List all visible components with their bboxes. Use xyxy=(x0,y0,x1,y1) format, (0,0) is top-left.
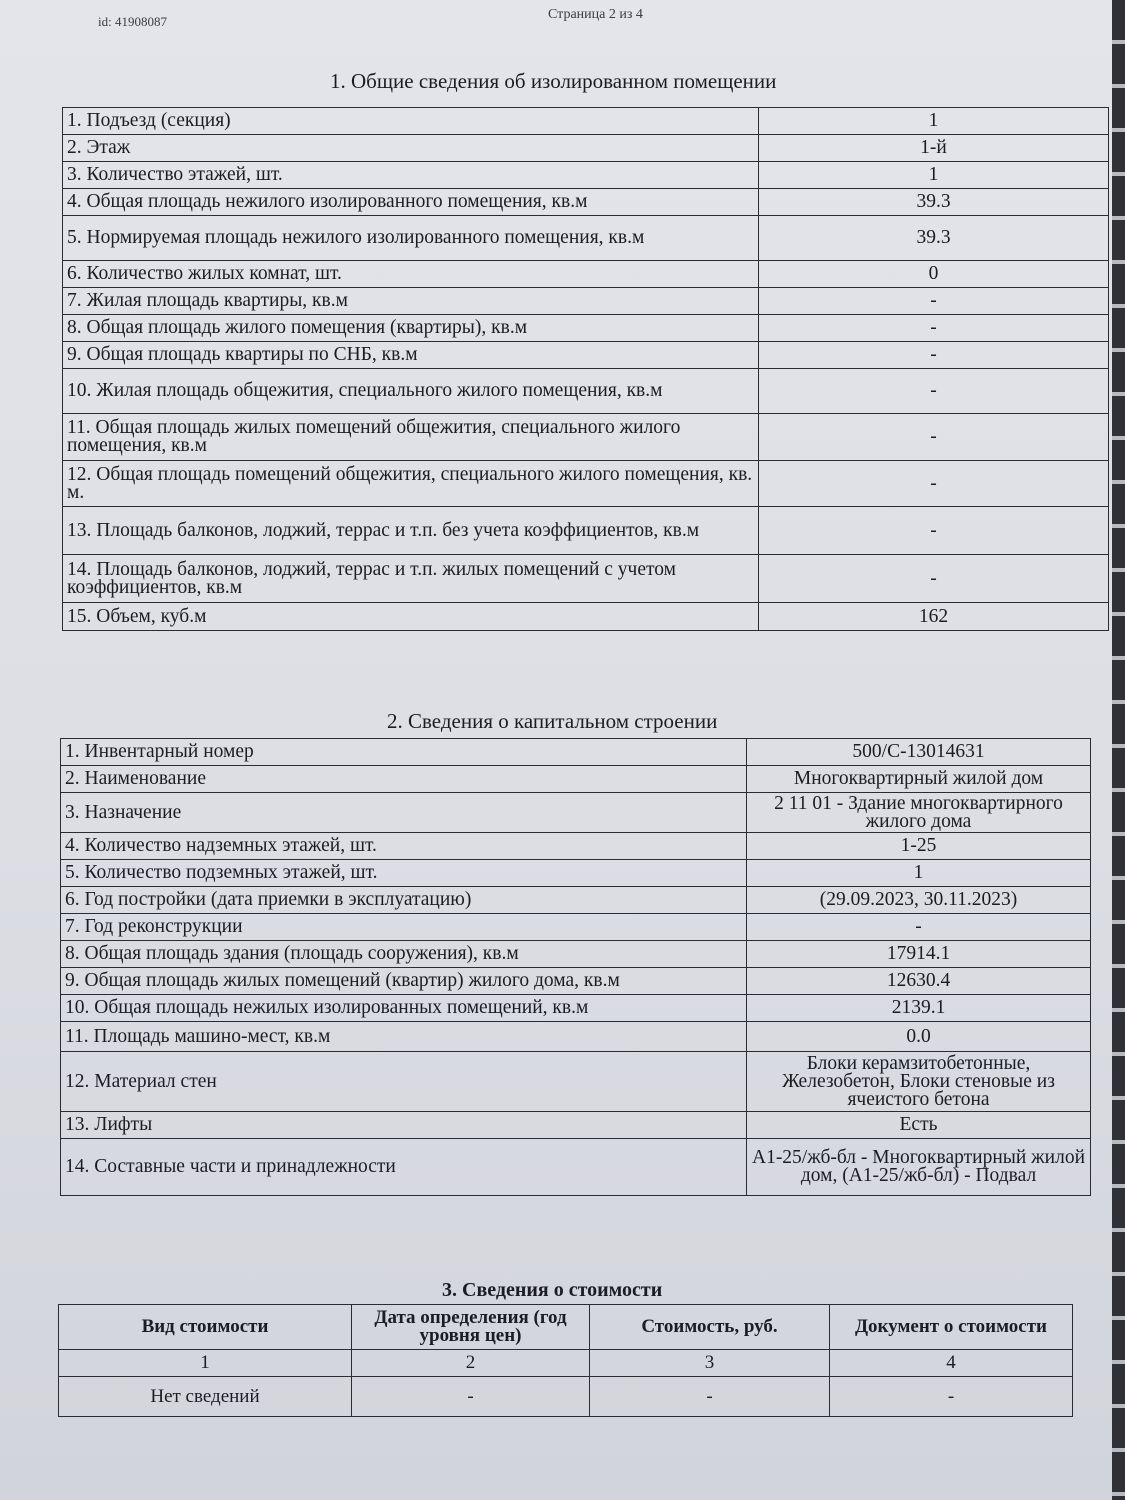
table-row xyxy=(63,108,1109,135)
table-row xyxy=(61,739,1091,766)
table-row xyxy=(63,342,1109,369)
header-cost-rub: Стоимость, руб. xyxy=(590,1305,830,1350)
row-label: 2. Этаж xyxy=(63,135,759,162)
row-label: 4. Общая площадь нежилого изолированного помещения, кв.м xyxy=(63,189,759,216)
table-row xyxy=(61,914,1091,941)
row-value: 500/С-13014631 xyxy=(747,739,1091,766)
table-row xyxy=(61,995,1091,1022)
row-value: - xyxy=(759,288,1109,315)
row-value: 162 xyxy=(759,603,1109,631)
header-determination-date: Дата определения (год уровня цен) xyxy=(352,1305,590,1350)
row-label: 11. Площадь машино-мест, кв.м xyxy=(61,1022,747,1052)
row-value: 2 11 01 - Здание многоквартирного жилого дома xyxy=(747,793,1091,833)
cost-document-value: - xyxy=(830,1377,1073,1417)
row-value: 2139.1 xyxy=(747,995,1091,1022)
column-number: 4 xyxy=(830,1350,1073,1377)
determination-date-value: - xyxy=(352,1377,590,1417)
row-label: 9. Общая площадь квартиры по СНБ, кв.м xyxy=(63,342,759,369)
row-label: 5. Нормируемая площадь нежилого изолированного помещения, кв.м xyxy=(63,216,759,261)
cost-column-numbers-row xyxy=(59,1350,1073,1377)
row-label: 6. Количество жилых комнат, шт. xyxy=(63,261,759,288)
row-label: 3. Назначение xyxy=(61,793,747,833)
document-id: id: 41908087 xyxy=(98,14,167,29)
cost-type-value: Нет сведений xyxy=(59,1377,352,1417)
row-label: 12. Общая площадь помещений общежития, специального жилого помещения, кв. м. xyxy=(63,461,759,507)
table-row xyxy=(61,887,1091,914)
row-label: 10. Общая площадь нежилых изолированных помещений, кв.м xyxy=(61,995,747,1022)
row-value: - xyxy=(759,342,1109,369)
row-value: 1 xyxy=(759,108,1109,135)
table-row xyxy=(63,461,1109,507)
section2-title: 2. Сведения о капитальном строении xyxy=(387,709,718,733)
row-value: 1 xyxy=(759,162,1109,189)
binder-edge xyxy=(1112,0,1125,1500)
table-row xyxy=(61,766,1091,793)
row-label: 13. Площадь балконов, лоджий, террас и т.п. без учета коэффициентов, кв.м xyxy=(63,507,759,555)
row-label: 14. Площадь балконов, лоджий, террас и т.п. жилых помещений с учетом коэффициентов, кв.м xyxy=(63,555,759,603)
row-value: 0.0 xyxy=(747,1022,1091,1052)
table-row xyxy=(63,369,1109,414)
row-value: - xyxy=(759,414,1109,461)
table-row xyxy=(61,1022,1091,1052)
row-value: 1 xyxy=(747,860,1091,887)
row-value: 39.3 xyxy=(759,189,1109,216)
table-row xyxy=(61,1139,1091,1196)
table-row xyxy=(61,1112,1091,1139)
row-label: 13. Лифты xyxy=(61,1112,747,1139)
row-value: (29.09.2023, 30.11.2023) xyxy=(747,887,1091,914)
row-value: 12630.4 xyxy=(747,968,1091,995)
row-label: 7. Жилая площадь квартиры, кв.м xyxy=(63,288,759,315)
table-row xyxy=(63,555,1109,603)
row-value: - xyxy=(759,507,1109,555)
section2-table xyxy=(60,738,1091,1196)
section3-table xyxy=(58,1304,1073,1417)
table-row xyxy=(61,860,1091,887)
row-value: - xyxy=(759,315,1109,342)
row-label: 7. Год реконструкции xyxy=(61,914,747,941)
table-row xyxy=(63,507,1109,555)
table-row xyxy=(61,1052,1091,1112)
row-value: 1-25 xyxy=(747,833,1091,860)
section3-title: 3. Сведения о стоимости xyxy=(442,1279,663,1301)
row-label: 12. Материал стен xyxy=(61,1052,747,1112)
table-row xyxy=(61,833,1091,860)
row-label: 1. Подъезд (секция) xyxy=(63,108,759,135)
row-label: 6. Год постройки (дата приемки в эксплуатацию) xyxy=(61,887,747,914)
table-row xyxy=(63,216,1109,261)
column-number: 3 xyxy=(590,1350,830,1377)
row-value: 39.3 xyxy=(759,216,1109,261)
header-cost-type: Вид стоимости xyxy=(59,1305,352,1350)
row-value: А1-25/жб-бл - Многоквартирный жилой дом, (А1-25/жб-бл) - Подвал xyxy=(747,1139,1091,1196)
header-cost-document: Документ о стоимости xyxy=(830,1305,1073,1350)
section1-table xyxy=(62,107,1109,631)
row-label: 5. Количество подземных этажей, шт. xyxy=(61,860,747,887)
column-number: 2 xyxy=(352,1350,590,1377)
row-label: 8. Общая площадь здания (площадь сооружения), кв.м xyxy=(61,941,747,968)
table-row xyxy=(63,135,1109,162)
cost-value: - xyxy=(590,1377,830,1417)
row-value: - xyxy=(747,914,1091,941)
row-value: - xyxy=(759,369,1109,414)
table-row xyxy=(63,288,1109,315)
cost-header-row xyxy=(59,1305,1073,1350)
row-value: 0 xyxy=(759,261,1109,288)
table-row xyxy=(63,162,1109,189)
row-value: Многоквартирный жилой дом xyxy=(747,766,1091,793)
row-label: 10. Жилая площадь общежития, специального жилого помещения, кв.м xyxy=(63,369,759,414)
column-number: 1 xyxy=(59,1350,352,1377)
row-value: 17914.1 xyxy=(747,941,1091,968)
table-row xyxy=(63,189,1109,216)
row-label: 15. Объем, куб.м xyxy=(63,603,759,631)
table-row xyxy=(63,603,1109,631)
row-label: 11. Общая площадь жилых помещений общежития, специального жилого помещения, кв.м xyxy=(63,414,759,461)
row-value: Блоки керамзитобетонные, Железобетон, Блоки стеновые из ячеистого бетона xyxy=(747,1052,1091,1112)
row-value: 1-й xyxy=(759,135,1109,162)
table-row xyxy=(63,315,1109,342)
row-value: - xyxy=(759,461,1109,507)
row-label: 8. Общая площадь жилого помещения (квартиры), кв.м xyxy=(63,315,759,342)
table-row xyxy=(61,793,1091,833)
row-label: 9. Общая площадь жилых помещений (квартир) жилого дома, кв.м xyxy=(61,968,747,995)
table-row xyxy=(61,941,1091,968)
table-row xyxy=(63,414,1109,461)
row-value: Есть xyxy=(747,1112,1091,1139)
row-label: 4. Количество надземных этажей, шт. xyxy=(61,833,747,860)
row-label: 3. Количество этажей, шт. xyxy=(63,162,759,189)
row-label: 14. Составные части и принадлежности xyxy=(61,1139,747,1196)
row-label: 1. Инвентарный номер xyxy=(61,739,747,766)
row-label: 2. Наименование xyxy=(61,766,747,793)
table-row xyxy=(61,968,1091,995)
row-value: - xyxy=(759,555,1109,603)
table-row xyxy=(63,261,1109,288)
cost-data-row xyxy=(59,1377,1073,1417)
section1-title: 1. Общие сведения об изолированном помещении xyxy=(330,69,777,93)
page-number: Страница 2 из 4 xyxy=(548,7,643,22)
